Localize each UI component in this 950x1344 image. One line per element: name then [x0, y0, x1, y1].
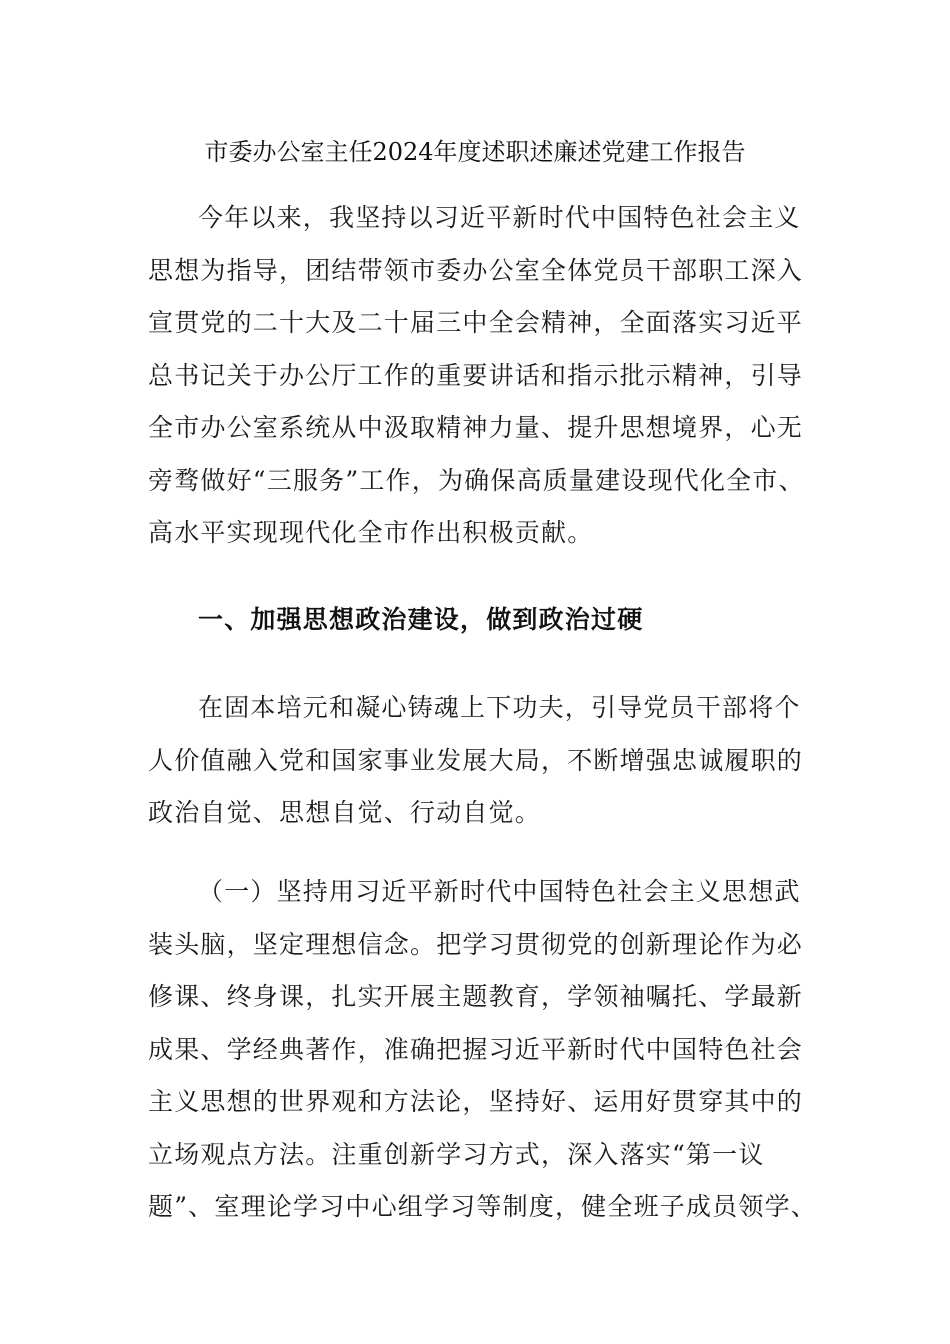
paragraph-line: 总书记关于办公厅工作的重要讲话和指示批示精神，引导 — [148, 360, 804, 390]
paragraph-line: 高水平实现现代化全市作出积极贡献。 — [148, 518, 594, 547]
paragraph-line: 修课、终身课，扎实开展主题教育，学领袖嘱托、学最新 — [148, 982, 804, 1011]
paragraph-line: 装头脑，坚定理想信念。把学习贯彻党的创新理论作为必 — [148, 929, 804, 959]
subsection1-paragraph — [148, 866, 817, 1234]
paragraph-line: 立场观点方法。注重创新学习方式，深入落实“第一议 — [148, 1139, 765, 1169]
paragraph-line: 旁骛做好“三服务”工作，为确保高质量建设现代化全市、 — [148, 465, 805, 495]
paragraph-line: 政治自觉、思想自觉、行动自觉。 — [148, 798, 542, 827]
paragraph-line: 今年以来，我坚持以习近平新时代中国特色社会主义 — [198, 203, 801, 232]
paragraph-line: 思想为指导，团结带领市委办公室全体党员干部职工深入 — [148, 255, 804, 285]
paragraph-line: 全市办公室系统从中汲取精神力量、提升思想境界，心无 — [148, 413, 804, 442]
paragraph-line: 成果、学经典著作，准确把握习近平新时代中国特色社会 — [148, 1034, 804, 1064]
intro-paragraph — [148, 192, 808, 560]
section1-paragraph — [148, 682, 808, 840]
paragraph-line: 宣贯党的二十大及二十届三中全会精神，全面落实习近平 — [148, 308, 804, 337]
paragraph-line: 在固本培元和凝心铸魂上下功夫，引导党员干部将个 — [198, 693, 801, 722]
paragraph-line: 主义思想的世界观和方法论，坚持好、运用好贯穿其中的 — [148, 1087, 804, 1116]
paragraph-line: 题”、室理论学习中心组学习等制度，健全班子成员领学、 — [148, 1192, 817, 1221]
document-title: 市委办公室主任2024年度述职述廉述党建工作报告 — [204, 138, 746, 166]
paragraph-line: （一）坚持用习近平新时代中国特色社会主义思想武 — [198, 877, 801, 906]
section-heading: 一、加强思想政治建设，做到政治过硬 — [198, 605, 644, 634]
paragraph-line: 人价值融入党和国家事业发展大局，不断增强忠诚履职的 — [148, 745, 804, 775]
